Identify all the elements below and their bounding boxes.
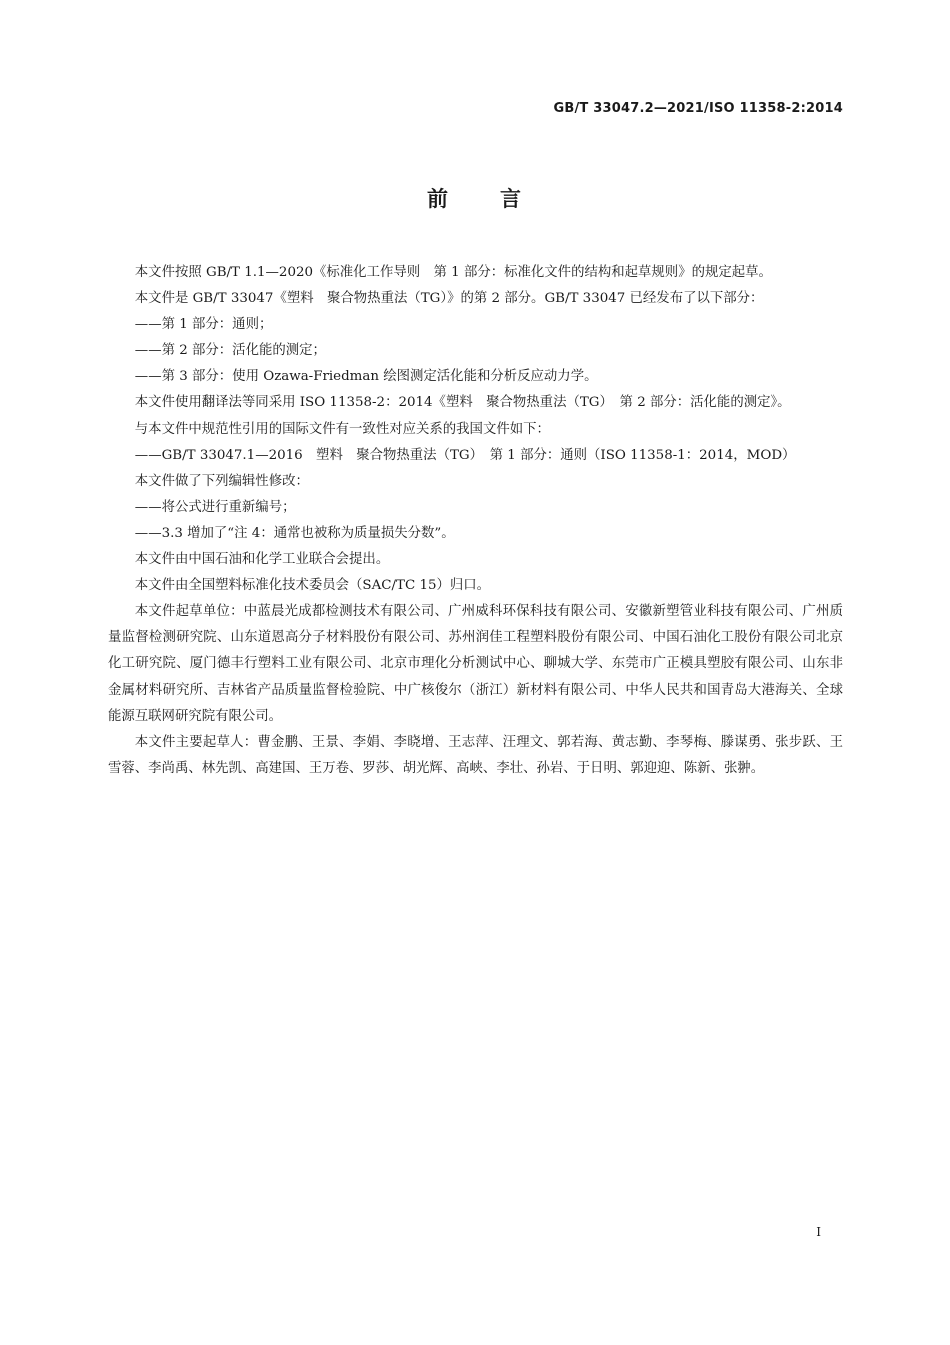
title-char-2: 言	[500, 187, 523, 211]
page-number: I	[816, 1225, 821, 1239]
page-title	[0, 183, 950, 213]
list-item-part-3: ——第 3 部分：使用 Ozawa-Friedman 绘图测定活化能和分析反应动力学。	[134, 369, 598, 385]
standard-number-header: GB/T 33047.2—2021/ISO 11358-2:2014	[553, 101, 843, 116]
paragraph-adoption-method: 本文件使用翻译法等同采用 ISO 11358-2：2014《塑料 聚合物热重法（TG） 第 2 部分：活化能的测定》。	[134, 395, 791, 411]
title-char-1: 前	[427, 187, 450, 211]
paragraph-proposed-by: 本文件由中国石油和化学工业联合会提出。	[134, 552, 390, 568]
paragraph-main-drafters: 本文件主要起草人：曹金鹏、王景、李娟、李晓增、王志萍、汪理文、郭若海、黄志勤、李琴梅、滕谋勇、张步跃、王雪蓉、李尚禹、林先凯、高建国、王万卷、罗莎、胡光辉、高峡、李壮、孙岩、于日明、郭迎迎、陈新、张翀。	[108, 734, 843, 776]
paragraph-under-jurisdiction: 本文件由全国塑料标准化技术委员会（SAC/TC 15）归口。	[134, 578, 491, 594]
paragraph-editorial-changes: 本文件做了下列编辑性修改：	[134, 473, 309, 489]
paragraph-series-description: 本文件是 GB/T 33047《塑料 聚合物热重法（TG）》的第 2 部分。GB/T 33047 已经发布了以下部分：	[134, 291, 764, 307]
foreword-body	[108, 260, 843, 782]
list-item-part-1: ——第 1 部分：通则；	[134, 317, 273, 333]
paragraph-drafting-organizations: 本文件起草单位：中蓝晨光成都检测技术有限公司、广州威科环保科技有限公司、安徽新塑管业科技有限公司、广州质量监督检测研究院、山东道恩高分子材料股份有限公司、苏州润佳工程塑料股份有限公司、中国石油化工股份有限公司北京化工研究院、厦门德丰行塑料工业有限公司、北京市理化分析测试中心、聊城大学、东莞市广正模具塑胶有限公司、山东非金属材料研究所、吉林省产品质量监督检验院、中广核俊尔（浙江）新材料有限公司、中华人民共和国青岛大港海关、全球能源互联网研究院有限公司。	[108, 604, 843, 724]
list-item-formula-renumbering: ——将公式进行重新编号；	[134, 499, 296, 515]
list-item-part-2: ——第 2 部分：活化能的测定；	[134, 343, 326, 359]
paragraph-drafting-rules: 本文件按照 GB/T 1.1—2020《标准化工作导则 第 1 部分：标准化文件的结构和起草规则》的规定起草。	[134, 265, 772, 280]
list-item-note-added: ——3.3 增加了“注 4：通常也被称为质量损失分数”。	[134, 525, 455, 541]
paragraph-normative-references: 与本文件中规范性引用的国际文件有一致性对应关系的我国文件如下：	[134, 421, 550, 437]
list-item-reference-part-1: ——GB/T 33047.1—2016 塑料 聚合物热重法（TG） 第 1 部分：通则（ISO 11358-1：2014，MOD）	[134, 447, 796, 463]
